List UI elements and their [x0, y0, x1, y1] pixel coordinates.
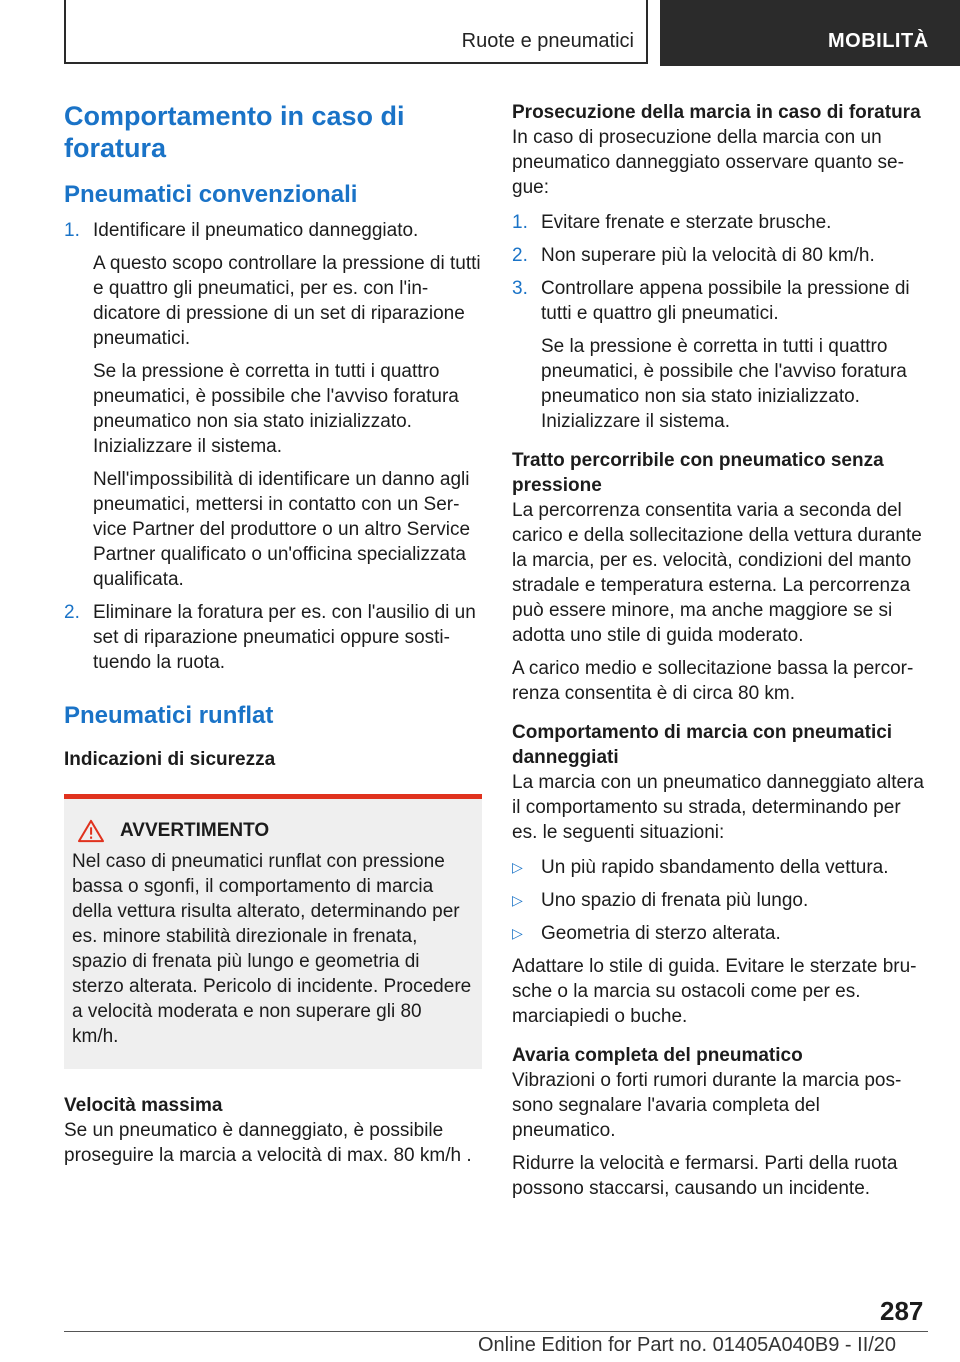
range-heading: Tratto percorribile con pneumatico senza pressione	[512, 450, 884, 496]
behavior-heading: Comportamento di marcia con pneumatici danneggiati	[512, 722, 893, 768]
step-number: 2.	[512, 245, 528, 266]
step-text: Non superare più la velocità di 80 km/h.	[541, 245, 875, 266]
step-number: 1.	[64, 220, 80, 241]
list-item	[512, 921, 926, 946]
list-item	[512, 888, 926, 913]
step-number: 3.	[512, 278, 528, 299]
step-paragraph: Se la pressione è corretta in tutti i quattro pneumatici, è possibile che l'avviso foratura pneumatico non sia stato inizializzato. Inizializzare il sistema.	[541, 336, 907, 432]
header-section-box	[64, 0, 648, 64]
page-number: 287	[880, 1296, 924, 1326]
header-section-title: Ruote e pneumatici	[461, 30, 634, 52]
step-paragraph: Nell'impossibilità di identificare un danno agli pneumatici, mettersi in contatto con un Service Partner del produttore o un altro Service Partner qualificato o un'officina specializzata qualificata.	[93, 469, 471, 590]
triangle-bullet-icon: ▷	[512, 859, 523, 875]
failure-heading: Avaria completa del pneumatico	[512, 1045, 803, 1066]
max-speed-text: Se un pneumatico è danneggiato, è possibile proseguire la marcia a velocità di max. 80 km/h .	[64, 1120, 472, 1166]
range-text: La percorrenza consentita varia a seconda del carico e della sollecitazione della vettura durante la marcia, per es. velocità, condizioni del manto stradale e temperatura esterna. La percorrenza può essere minore, ma anche maggiore se si adotta uno stile di guida moderato.	[512, 500, 922, 646]
list-item	[512, 276, 926, 434]
failure-text: Vibrazioni o forti rumori durante la marcia possono segnalare l'avaria completa del pneumatico.	[512, 1070, 902, 1141]
triangle-bullet-icon: ▷	[512, 892, 523, 908]
footer-edition: Online Edition for Part no. 01405A040B9 - II/20	[478, 1334, 897, 1356]
step-paragraph: A questo scopo controllare la pressione di tutti e quattro gli pneumatici, per es. con l'indicatore di pressione di un set di riparazione pneumatici.	[93, 253, 481, 349]
warning-box	[64, 794, 482, 1069]
continue-steps	[512, 210, 926, 434]
triangle-bullet-icon: ▷	[512, 925, 523, 941]
step-paragraph: Se la pressione è corretta in tutti i quattro pneumatici, è possibile che l'avviso foratura pneumatico non sia stato inizializzato. Inizializzare il sistema.	[93, 361, 459, 457]
behavior-after-text: Adattare lo stile di guida. Evitare le sterzate brusche o la marcia su ostacoli come per es. marciapiedi o buche.	[512, 956, 917, 1027]
list-item	[512, 855, 926, 880]
warning-text: Nel caso di pneumatici runflat con pressione bassa o sgonfi, il comportamento di marcia della vettura risulta alterato, determinando per es. minore stabilità direzionale in frenata, spazio di frenata più lungo e geometria di sterzo alterata. Pericolo di incidente. Procedere a velocità moderata e non superare gli 80 km/h.	[72, 851, 472, 1047]
section-runflat-tires: Pneumatici runflat	[64, 702, 274, 729]
step-text: Controllare appena possibile la pressione di tutti e quattro gli pneumatici.	[541, 278, 910, 324]
warning-triangle-icon	[76, 819, 106, 843]
page-title: Comportamento in caso di foratura	[64, 101, 405, 163]
warning-title: AVVERTIMENTO	[120, 820, 270, 841]
continue-driving-heading: Prosecuzione della marcia in caso di foratura	[512, 102, 921, 123]
footer-divider	[64, 1331, 928, 1332]
list-item	[512, 210, 926, 235]
header-chapter-title: MOBILITÀ	[828, 30, 929, 52]
continue-driving-text: In caso di prosecuzione della marcia con un pneumatico danneggiato osservare quanto segue:	[512, 127, 904, 198]
step-text: Identificare il pneumatico danneggiato.	[93, 220, 419, 241]
list-item	[64, 218, 482, 592]
bullet-text: Un più rapido sbandamento della vettura.	[541, 857, 889, 878]
bullet-text: Geometria di sterzo alterata.	[541, 923, 781, 944]
step-number: 2.	[64, 602, 80, 623]
safety-heading: Indicazioni di sicurezza	[64, 749, 276, 770]
header-chapter-tab	[660, 0, 960, 66]
warning-title-row	[72, 819, 472, 843]
range-text-2: A carico medio e sollecitazione bassa la percorrenza consentita è di circa 80 km.	[512, 658, 914, 704]
behavior-text: La marcia con un pneumatico danneggiato altera il comportamento su strada, determinando per es. le seguenti situazioni:	[512, 772, 924, 843]
conventional-steps	[64, 218, 482, 675]
list-item	[64, 600, 482, 675]
list-item	[512, 243, 926, 268]
right-column	[512, 100, 926, 1209]
step-text: Evitare frenate e sterzate brusche.	[541, 212, 832, 233]
step-number: 1.	[512, 212, 528, 233]
step-text: Eliminare la foratura per es. con l'ausilio di un set di riparazione pneumatici oppure sostituendo la ruota.	[93, 602, 476, 673]
failure-text-2: Ridurre la velocità e fermarsi. Parti della ruota possono staccarsi, causando un incidente.	[512, 1153, 898, 1199]
bullet-text: Uno spazio di frenata più lungo.	[541, 890, 809, 911]
max-speed-heading: Velocità massima	[64, 1095, 223, 1116]
behavior-bullets	[512, 855, 926, 946]
left-column	[64, 100, 482, 1176]
section-conventional-tires: Pneumatici convenzionali	[64, 181, 358, 208]
